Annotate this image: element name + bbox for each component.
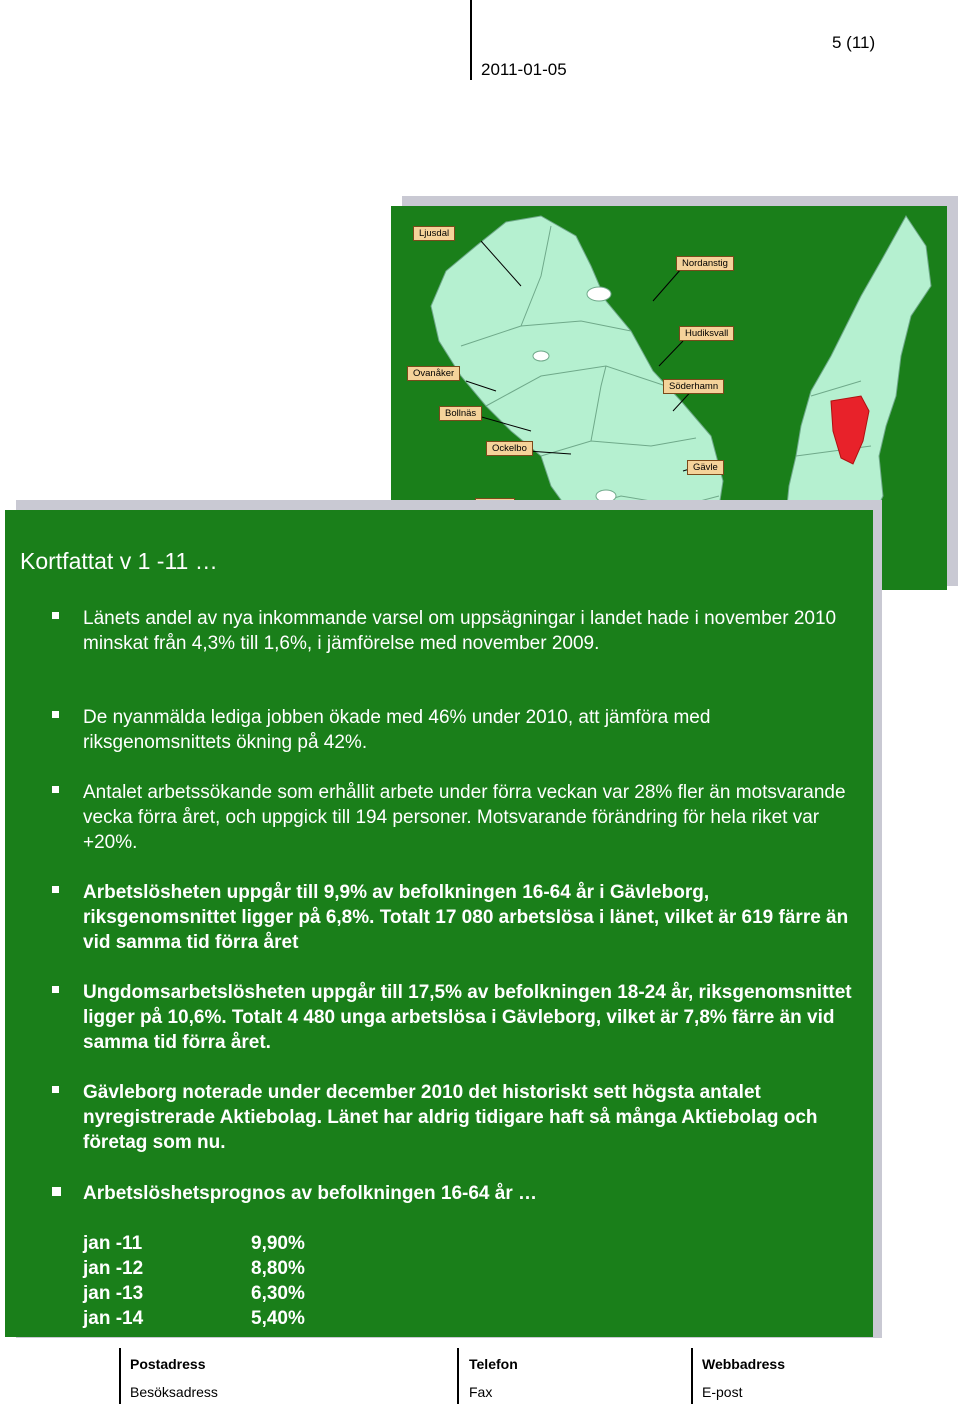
footer-webbadress-label: Webbadress: [702, 1356, 785, 1372]
footer-postadress-label: Postadress: [130, 1356, 206, 1372]
forecast-label: jan -13: [83, 1283, 144, 1304]
forecast-row: [83, 1258, 305, 1280]
header-divider: [470, 0, 472, 80]
place-label: Hudiksvall: [679, 326, 734, 341]
place-label: Ovanåker: [407, 366, 460, 381]
forecast-label: jan -12: [83, 1258, 144, 1279]
bullet-marker: [52, 711, 59, 718]
place-label: Ockelbo: [486, 441, 533, 456]
footer-divider: [457, 1348, 459, 1404]
forecast-label: jan -11: [83, 1233, 143, 1254]
summary-title: Kortfattat v 1 -11 …: [20, 548, 218, 574]
forecast-row: [83, 1283, 305, 1305]
footer-besoksadress-label: Besöksadress: [130, 1384, 218, 1400]
summary-bullet: Arbetslösheten uppgår till 9,9% av befolkningen 16-64 år i Gävleborg, riksgenomsnittet ligger på 6,8%. Totalt 17 080 arbetslösa i länet, vilket är 619 färre än vid samma tid förra året: [83, 882, 849, 953]
forecast-value: 9,90%: [251, 1233, 305, 1254]
document-date: 2011-01-05: [481, 60, 567, 79]
forecast-label: jan -14: [83, 1308, 144, 1329]
bullet-marker: [52, 986, 59, 993]
summary-bullet: Ungdomsarbetslösheten uppgår till 17,5% av befolkningen 18-24 år, riksgenomsnittet ligger på 10,6%. Totalt 4 480 unga arbetslösa i Gävleborg, vilket är 7,8% färre än vid samma tid förra året.: [83, 982, 852, 1053]
bullet-marker: [52, 1187, 61, 1196]
place-label: Söderhamn: [663, 379, 724, 394]
place-label: Ljusdal: [413, 226, 455, 241]
footer-epost-label: E-post: [702, 1384, 743, 1400]
footer-divider: [119, 1348, 121, 1404]
forecast-value: 6,30%: [251, 1283, 305, 1304]
forecast-value: 5,40%: [251, 1308, 305, 1329]
bullet-marker: [52, 1086, 59, 1093]
place-label: Bollnäs: [439, 406, 482, 421]
summary-bullet: De nyanmälda lediga jobben ökade med 46% under 2010, att jämföra med riksgenomsnittets ökning på 42%.: [83, 707, 711, 753]
forecast-row: [83, 1308, 305, 1330]
forecast-row: [83, 1233, 305, 1255]
footer-fax-label: Fax: [469, 1384, 493, 1400]
footer-divider: [691, 1348, 693, 1404]
footer-telefon-label: Telefon: [469, 1356, 518, 1372]
forecast-heading: Arbetslöshetsprognos av befolkningen 16-64 år …: [83, 1183, 537, 1204]
bullet-marker: [52, 612, 59, 619]
summary-bullet: Gävleborg noterade under december 2010 det historiskt sett högsta antalet nyregistrerade Aktiebolag. Länet har aldrig tidigare haft så många Aktiebolag och företag som nu.: [83, 1082, 818, 1153]
summary-bullet: Antalet arbetssökande som erhållit arbete under förra veckan var 28% fler än motsvarande vecka förra året, och uppgick till 194 personer. Motsvarande förändring för hela riket var +20%.: [83, 782, 846, 853]
bullet-marker: [52, 786, 59, 793]
forecast-value: 8,80%: [251, 1258, 305, 1279]
place-label: Nordanstig: [676, 256, 734, 271]
summary-bullet: Länets andel av nya inkommande varsel om uppsägningar i landet hade i november 2010 minskat från 4,3% till 1,6%, i jämförelse med november 2009.: [83, 608, 837, 654]
place-label: Gävle: [687, 460, 724, 475]
page-number: 5 (11): [832, 33, 876, 52]
bullet-marker: [52, 886, 59, 893]
